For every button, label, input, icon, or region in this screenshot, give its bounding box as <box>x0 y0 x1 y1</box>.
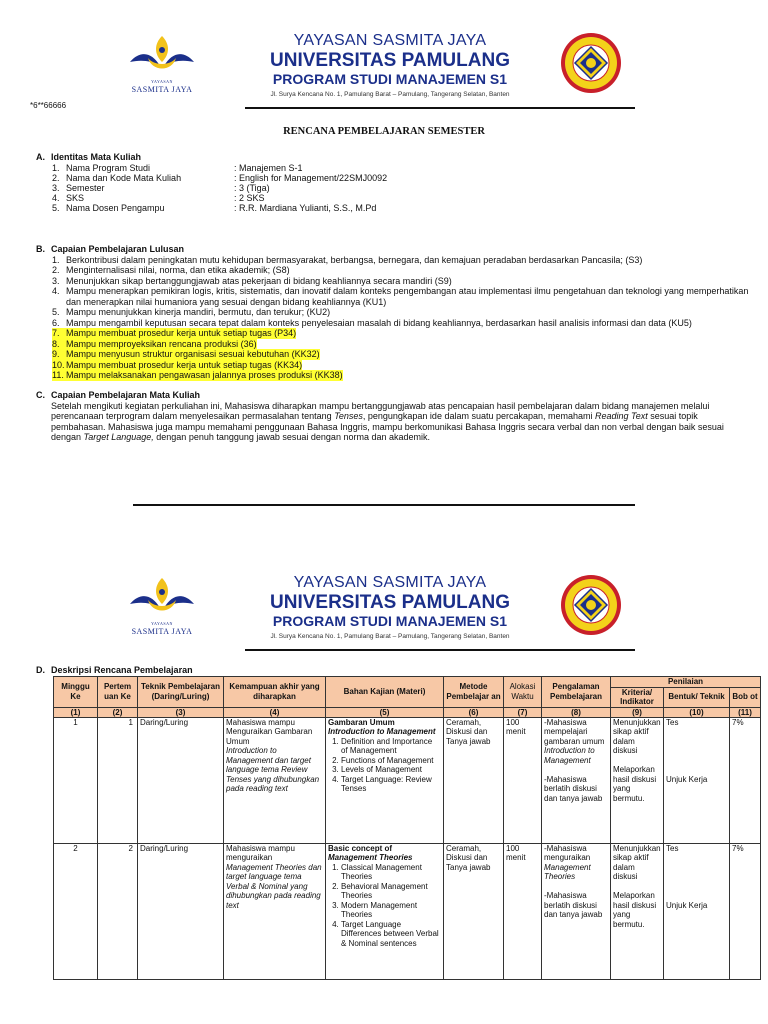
address: Jl. Surya Kencana No. 1, Pamulang Barat – Pamulang, Tangerang Selatan, Banten <box>270 91 510 98</box>
list-item: 2. Nama dan Kode Mata Kuliah : English for Management/22SMJ0092 <box>52 172 388 183</box>
section-cpmk <box>36 390 741 442</box>
list-item-highlighted: 10. Mampu membuat prosedur kerja untuk setiap tugas (KK34) <box>52 359 303 370</box>
section-title: Deskripsi Rencana Pembelajaran <box>51 665 193 675</box>
cell-minggu: 1 <box>54 717 98 843</box>
cell-teknik: Daring/Luring <box>138 717 224 843</box>
university-seal <box>560 574 622 636</box>
section-identitas <box>36 152 387 213</box>
list-item: 4. SKS : 2 SKS <box>52 192 265 203</box>
section-title: Identitas Mata Kuliah <box>51 152 142 162</box>
cell-metode: Ceramah, Diskusi dan Tanya jawab <box>444 843 504 979</box>
col-header: Pengalaman Pembelajaran <box>542 677 611 708</box>
section-cpl <box>36 244 752 381</box>
table-row <box>54 843 761 979</box>
program-name: PROGRAM STUDI MANAJEMEN S1 <box>272 71 508 87</box>
cell-teknik: Daring/Luring <box>138 843 224 979</box>
cell-bentuk: Tes Unjuk Kerja <box>664 843 730 979</box>
cell-pengalaman: -Mahasiswa mempelajari gambaran umum Introduction to Management -Mahasiswa berlatih diskusi dan tanya jawab <box>542 717 611 843</box>
cell-kriteria: Menunjukkan sikap aktif dalam diskusi Melaporkan hasil diskusi yang bermutu. <box>611 717 664 843</box>
logo-small-text: YAYASAN <box>151 621 173 626</box>
university-name: UNIVERSITAS PAMULANG <box>270 592 510 613</box>
cell-kemampuan: Mahasiswa mampu Menguraikan Gambaran Umum Introduction to Management dan target language tema Review Tenses yang dihubungkan pada reading text <box>224 717 326 843</box>
section-title: Capaian Pembelajaran Mata Kuliah <box>51 390 201 400</box>
logo-text: SASMITA JAYA <box>131 84 193 94</box>
list-item: 1. Nama Program Studi : Manajemen S-1 <box>52 162 303 173</box>
yayasan-emblem-icon <box>126 574 198 624</box>
list-item: 5. Mampu menunjukkan kinerja mandiri, bermutu, dan terukur; (KU2) <box>52 307 331 318</box>
yayasan-logo <box>126 32 198 94</box>
table-row <box>54 717 761 843</box>
yayasan-emblem-icon <box>126 32 198 82</box>
list-item: 6. Mampu mengambil keputusan secara tepat dalam konteks penyelesaian masalah di bidang keahliannya, berdasarkan hasil analisis informasi dan data (KU5) <box>52 317 692 328</box>
document-title: RENCANA PEMBELAJARAN SEMESTER <box>283 126 485 137</box>
cell-kriteria: Menunjukkan sikap aktif dalam diskusi Melaporkan hasil diskusi yang bermutu. <box>611 843 664 979</box>
header-divider <box>245 649 635 651</box>
section-letter: B. <box>36 244 45 254</box>
col-number: (9) <box>611 707 664 717</box>
col-header: Bob ot <box>730 687 761 707</box>
page-divider <box>133 504 635 506</box>
section-letter: A. <box>36 152 45 162</box>
cell-kemampuan: Mahasiswa mampu menguraikan Management Theories dan target language tema Verbal & Nominal yang dihubungkan pada reading text <box>224 843 326 979</box>
cell-alokasi: 100 menit <box>504 843 542 979</box>
col-header: Bentuk/ Teknik <box>664 687 730 707</box>
section-title: Capaian Pembelajaran Lulusan <box>51 244 185 254</box>
col-header: Bahan Kajian (Materi) <box>326 677 444 708</box>
university-seal-icon <box>560 574 622 636</box>
university-name: UNIVERSITAS PAMULANG <box>270 50 510 71</box>
list-item-highlighted: 9. Mampu menyusun struktur organisasi sesuai kebutuhan (KK32) <box>52 349 320 360</box>
list-item: 3. Menunjukkan sikap bertanggungjawab atas pekerjaan di bidang keahliannya secara mandiri (S9) <box>52 275 452 286</box>
col-number: (7) <box>504 707 542 717</box>
col-header: Pertem uan Ke <box>98 677 138 708</box>
list-item: 1. Berkontribusi dalam peningkatan mutu kehidupan bermasyarakat, berbangsa, bernegara, dan kemajuan peradaban berdasarkan Pancasila; (S3) <box>52 254 643 265</box>
col-header: Metode Pembelajar an <box>444 677 504 708</box>
cell-metode: Ceramah, Diskusi dan Tanya jawab <box>444 717 504 843</box>
address: Jl. Surya Kencana No. 1, Pamulang Barat – Pamulang, Tangerang Selatan, Banten <box>270 633 510 640</box>
col-number: (6) <box>444 707 504 717</box>
yayasan-logo <box>126 574 198 636</box>
cell-pertemuan: 2 <box>98 843 138 979</box>
foundation-name: YAYASAN SASMITA JAYA <box>293 574 487 591</box>
document-code: *6**66666 <box>30 101 67 110</box>
col-number: (2) <box>98 707 138 717</box>
cell-bobot: 7% <box>730 717 761 843</box>
list-item: 5. Nama Dosen Pengampu : R.R. Mardiana Yulianti, S.S., M.Pd <box>52 202 377 213</box>
list-item: 2. Menginternalisasi nilai, norma, dan etika akademik; (S8) <box>52 265 290 276</box>
col-header: Kemampuan akhir yang diharapkan <box>224 677 326 708</box>
col-header: Kriteria/ Indikator <box>611 687 664 707</box>
list-item: 3. Semester : 3 (Tiga) <box>52 182 270 193</box>
list-item-highlighted: 7. Mampu membuat prosedur kerja untuk setiap tugas (P34) <box>52 328 297 339</box>
cell-alokasi: 100 menit <box>504 717 542 843</box>
university-seal <box>560 32 622 94</box>
col-number: (8) <box>542 707 611 717</box>
cell-bobot: 7% <box>730 843 761 979</box>
rps-table <box>53 676 761 980</box>
foundation-name: YAYASAN SASMITA JAYA <box>293 32 487 49</box>
logo-small-text: YAYASAN <box>151 79 173 84</box>
cell-pertemuan: 1 <box>98 717 138 843</box>
col-number: (5) <box>326 707 444 717</box>
col-header: Minggu Ke <box>54 677 98 708</box>
cell-pengalaman: -Mahasiswa menguraikan Management Theories -Mahasiswa berlatih diskusi dan tanya jawab <box>542 843 611 979</box>
col-header-group: Penilaian <box>611 677 761 688</box>
section-letter: D. <box>36 665 45 675</box>
cell-minggu: 2 <box>54 843 98 979</box>
program-name: PROGRAM STUDI MANAJEMEN S1 <box>272 613 508 629</box>
logo-text: SASMITA JAYA <box>131 626 193 636</box>
section-letter: C. <box>36 390 45 400</box>
col-header: Teknik Pembelajaran (Daring/Luring) <box>138 677 224 708</box>
col-number: (11) <box>730 707 761 717</box>
cpmk-paragraph: Setelah mengikuti kegiatan perkuliahan ini, Mahasiswa diharapkan mampu bertanggungjawab atas pencapaian hasil pembelajaran dalam bidang manajemen melalui perencanaan terprogram dalam menyelesaikan permasalahan tentang Tenses, pengungkapan ide dalam suatu percakapan, memahami Reading Text sesuai topik pembahasan. Mahasiswa juga mampu memahami penggunaan Bahasa Inggris, mampu berkomunikasi Bahasa Inggris secara verbal dan non verbal dengan baik sesuai dengan Target Language, dengan penuh tanggung jawab sesuai dengan norma dan akademik. <box>51 400 724 443</box>
col-number: (1) <box>54 707 98 717</box>
cell-bentuk: Tes Unjuk Kerja <box>664 717 730 843</box>
cell-bahan: Gambaran Umum Introduction to Management 1. Definition and Importance of Management 2. Functions of Management 3. Levels of Management 4. Target Language: Review Tenses <box>326 717 444 843</box>
letterhead-bottom <box>0 574 768 654</box>
section-deskripsi <box>36 665 193 676</box>
list-item-highlighted: 11. Mampu melaksanakan pengawasan jalannya proses produksi (KK38) <box>52 370 343 381</box>
list-item-highlighted: 8. Mampu memproyeksikan rencana produksi (36) <box>52 338 257 349</box>
cell-bahan: Basic concept of Management Theories 1. Classical Management Theories 2. Behavioral Management Theories 3. Modern Management Theories 4. Target Language Differences between Verbal & Nominal sentences <box>326 843 444 979</box>
university-seal-icon <box>560 32 622 94</box>
col-number: (3) <box>138 707 224 717</box>
header-divider <box>245 107 635 109</box>
col-header: Alokasi Waktu <box>504 677 542 708</box>
list-item: 4. Mampu menerapkan pemikiran logis, kritis, sistematis, dan inovatif dalam konteks pengembangan atau implementasi ilmu pengetahuan dan teknologi yang memperhatikan dan menerapkan nilai humaniora yang sesuai dengan bidang keahliannya (KU1) <box>52 286 749 307</box>
letterhead-top <box>0 32 768 112</box>
col-number: (10) <box>664 707 730 717</box>
col-number: (4) <box>224 707 326 717</box>
